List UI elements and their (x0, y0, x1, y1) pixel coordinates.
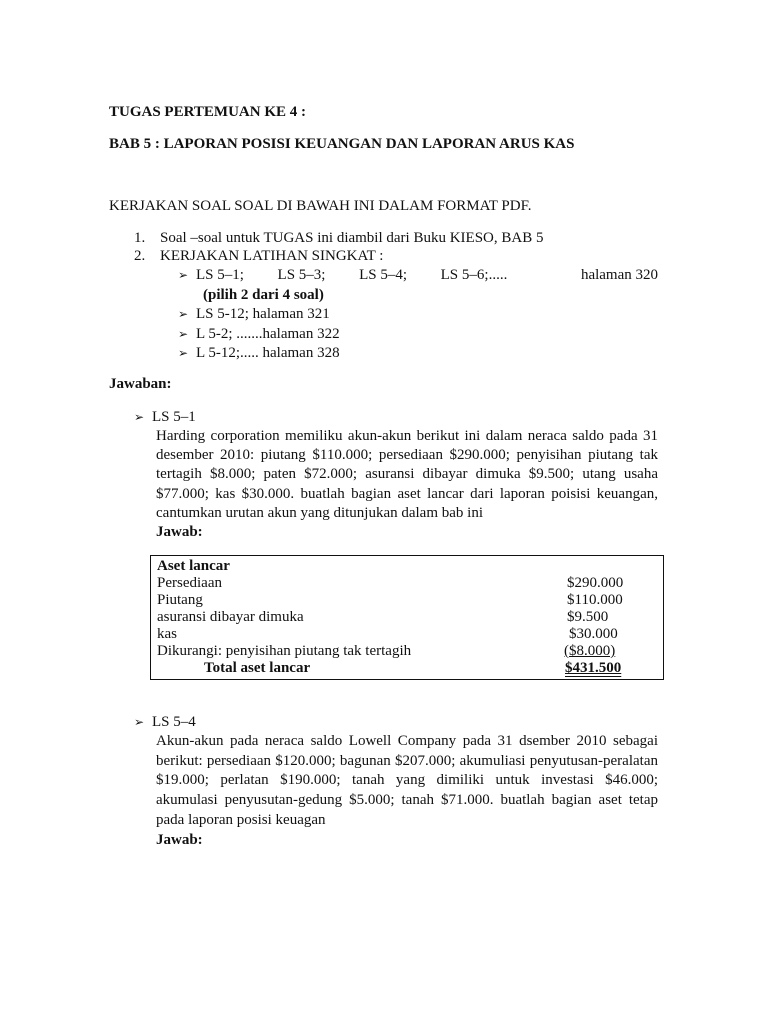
list-number: 2. (134, 248, 146, 264)
instruction-text: KERJAKAN SOAL SOAL DI BAWAH INI DALAM FORMAT PDF. (109, 198, 532, 214)
sub-item-part: LS 5–6;..... (440, 267, 508, 283)
sub-item-part: LS 5–3; (277, 267, 326, 283)
row-label: Persediaan (157, 575, 222, 591)
sub-item-text: L 5-2; .......halaman 322 (196, 326, 340, 342)
table-row (157, 574, 627, 592)
arrow-bullet-icon: ➢ (178, 307, 189, 321)
list-item (134, 229, 543, 248)
question-text: Akun-akun pada neraca saldo Lowell Company pada 31 dsember 2010 sebagai berikut: persediaan $120.000; bagunan $207.000; akumuliasi penyutusan-peralatan $19.000; perlatan $190.000; tanah yang dimiliki untuk investasi $46.000; akumulasi penyusutan-gedung $5.000; tanah $71.000. buatlah bagian aset tetap pada laporan posisi keuagan (156, 733, 658, 828)
sub-item-part: LS 5–1; (196, 267, 244, 283)
total-label: Total aset lancar (204, 660, 311, 676)
list-number: 1. (134, 230, 146, 246)
aset-lancar-table (150, 555, 664, 680)
list-item-text: KERJAKAN LATIHAN SINGKAT : (160, 248, 384, 264)
answer-label: Jawab: (156, 832, 203, 848)
row-label: Dikurangi: penyisihan piutang tak tertagih (157, 643, 412, 659)
table-total-row (157, 659, 627, 677)
question-title-text: LS 5–4 (152, 714, 196, 730)
answers-heading: Jawaban: (109, 376, 172, 392)
sub-item-text: L 5-12;..... halaman 328 (196, 345, 340, 361)
answer-label: Jawab: (156, 524, 203, 540)
row-amount: $290.000 (567, 575, 624, 591)
table-row (157, 625, 627, 643)
row-amount: $9.500 (567, 609, 609, 625)
sub-item-part: LS 5–4; (359, 267, 408, 283)
sub-list-item (178, 344, 340, 363)
sub-list-item (178, 305, 330, 324)
sub-item-part: halaman 320 (580, 267, 658, 283)
sub-list-item (178, 325, 340, 344)
sub-item-text: LS 5-12; halaman 321 (196, 306, 330, 322)
sub-item-note: (pilih 2 dari 4 soal) (203, 287, 324, 303)
list-item-text: Soal –soal untuk TUGAS ini diambil dari Buku KIESO, BAB 5 (160, 230, 544, 246)
chapter-title: BAB 5 : LAPORAN POSISI KEUANGAN DAN LAPORAN ARUS KAS (109, 136, 575, 152)
arrow-bullet-icon: ➢ (134, 410, 145, 424)
arrow-bullet-icon: ➢ (178, 268, 189, 282)
row-amount: ($8.000) (564, 643, 616, 659)
arrow-bullet-icon: ➢ (178, 327, 189, 341)
question-text: Harding corporation memiliku akun-akun berikut ini dalam neraca saldo pada 31 desember 2010: piutang $110.000; persediaan $290.000; penyisihan piutang tak tertagih $8.000; paten $72.000; asuransi dibayar dimuka $9.500; utang usaha $77.000; kas $30.000. buatlah bagian aset lancar dari laporan poisisi keuangan, cantumkan urutan akun yang ditunjukan dalam bab ini (156, 428, 658, 521)
question-title (134, 408, 196, 427)
question-title (134, 713, 196, 732)
question-title-text: LS 5–1 (152, 409, 196, 425)
arrow-bullet-icon: ➢ (134, 715, 145, 729)
row-amount: $30.000 (569, 626, 618, 642)
arrow-bullet-icon: ➢ (178, 346, 189, 360)
list-item (134, 247, 383, 266)
page-title: TUGAS PERTEMUAN KE 4 : (109, 104, 306, 120)
row-label: kas (157, 626, 177, 642)
table-row (157, 608, 627, 626)
row-amount: $110.000 (567, 592, 623, 608)
table-heading: Aset lancar (157, 558, 230, 574)
row-label: asuransi dibayar dimuka (157, 609, 304, 625)
sub-list-item (178, 266, 658, 285)
row-label: Piutang (157, 592, 203, 608)
total-amount: $431.500 (565, 660, 622, 676)
table-row (157, 591, 627, 609)
table-row (157, 642, 627, 660)
